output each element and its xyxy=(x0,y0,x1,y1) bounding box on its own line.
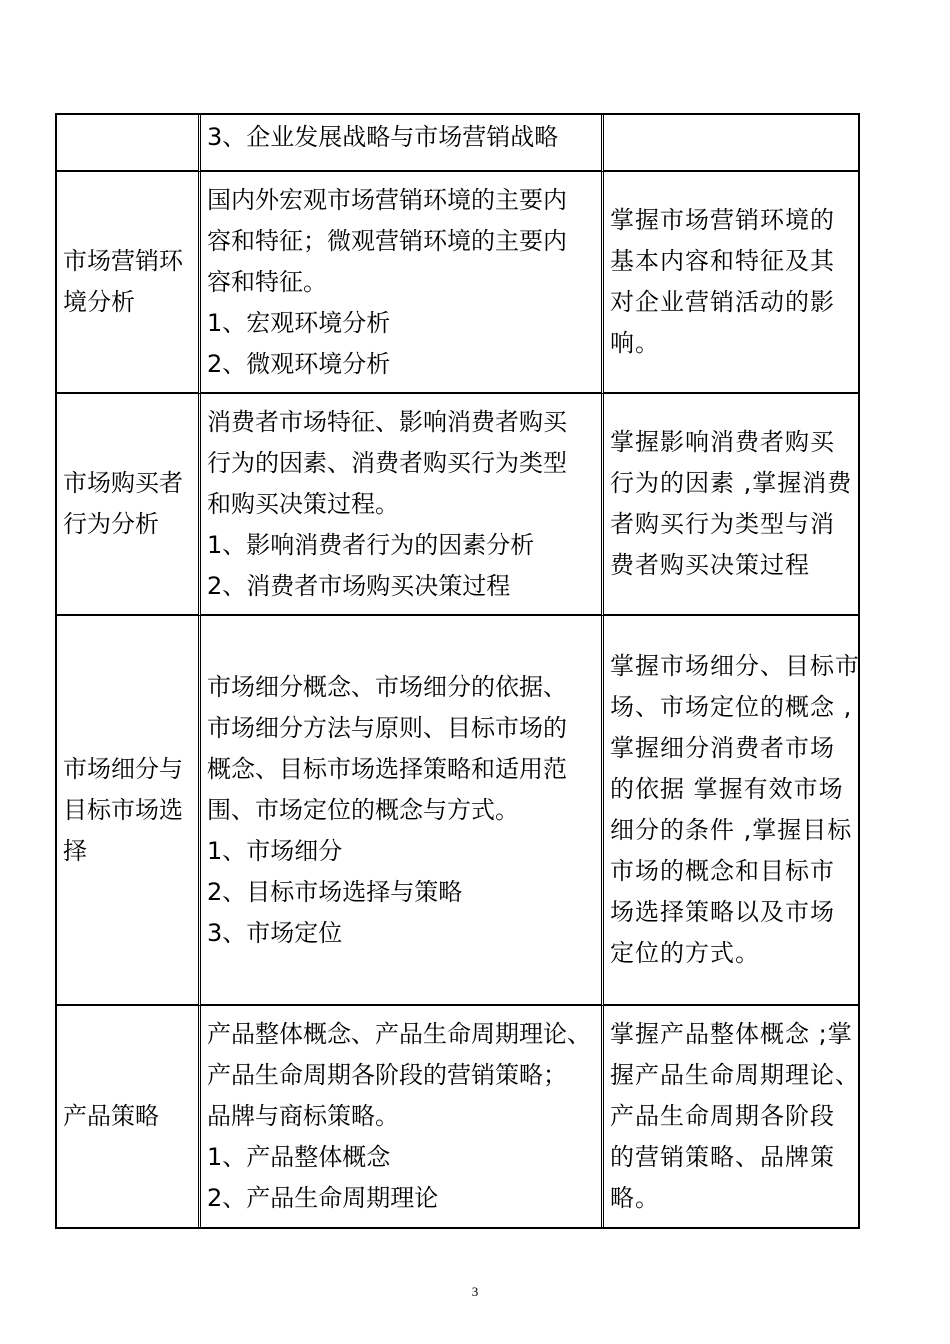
content-line: 品牌与商标策略。 xyxy=(207,1102,399,1130)
content-line: 市场细分概念、市场细分的依据、 xyxy=(207,672,567,701)
content-cell xyxy=(201,616,604,1006)
content-line: 行为的因素、消费者购买行为类型 xyxy=(207,448,567,477)
requirement-cell xyxy=(604,172,858,394)
requirement-line: 掌握产品整体概念 ;掌 xyxy=(610,1020,853,1048)
content-line: 消费者市场特征、影响消费者购买 xyxy=(207,407,567,436)
requirement-line: 基本内容和特征及其 xyxy=(610,247,835,275)
requirement-line: 者购买行为类型与消 xyxy=(610,510,835,538)
requirement-line: 掌握市场营销环境的 xyxy=(610,206,835,234)
content-line: 概念、目标市场选择策略和适用范 xyxy=(207,754,567,783)
content-line: 2、微观环境分析 xyxy=(207,349,391,378)
content-line: 3、市场定位 xyxy=(207,918,343,947)
topic-line: 境分析 xyxy=(63,288,135,316)
requirement-line: 定位的方式。 xyxy=(610,939,760,967)
content-line: 2、产品生命周期理论 xyxy=(207,1184,439,1212)
content-line: 容和特征。 xyxy=(207,267,327,296)
content-line: 1、影响消费者行为的因素分析 xyxy=(207,530,535,559)
topic-line: 目标市场选 xyxy=(63,795,183,824)
table-row xyxy=(57,1006,858,1227)
requirement-line: 掌握细分消费者市场 xyxy=(610,734,835,762)
table-row xyxy=(57,115,858,172)
content-line: 和购买决策过程。 xyxy=(207,489,399,518)
content-cell xyxy=(201,394,604,616)
content-line: 2、目标市场选择与策略 xyxy=(207,877,463,906)
content-line: 市场细分方法与原则、目标市场的 xyxy=(207,713,567,742)
requirement-line: 的依据 掌握有效市场 xyxy=(610,775,844,803)
content-line: 3、企业发展战略与市场营销战略 xyxy=(207,123,559,151)
topic-cell xyxy=(57,115,201,172)
requirement-line: 响。 xyxy=(610,329,660,357)
requirement-line: 略。 xyxy=(610,1184,660,1212)
content-line: 国内外宏观市场营销环境的主要内 xyxy=(207,185,567,214)
requirement-line: 的营销策略、品牌策 xyxy=(610,1143,835,1171)
table-row xyxy=(57,616,858,1006)
page-number: 3 xyxy=(471,1284,479,1299)
content-line: 1、宏观环境分析 xyxy=(207,308,391,337)
topic-line: 市场购买者 xyxy=(63,469,183,497)
requirement-cell xyxy=(604,1006,858,1227)
requirement-line: 握产品生命周期理论、 xyxy=(610,1061,860,1089)
requirement-line: 场选择策略以及市场 xyxy=(610,898,835,926)
requirement-line: 场、市场定位的概念 , xyxy=(610,693,853,721)
content-line: 1、市场细分 xyxy=(207,836,343,865)
topic-cell xyxy=(57,1006,201,1227)
requirement-line: 产品生命周期各阶段 xyxy=(610,1102,835,1130)
topic-line: 产品策略 xyxy=(63,1102,159,1130)
requirement-line: 掌握市场细分、目标市 xyxy=(610,652,860,680)
content-line: 容和特征；微观营销环境的主要内 xyxy=(207,226,567,255)
topic-line: 市场细分与 xyxy=(63,754,183,783)
table-row xyxy=(57,172,858,394)
content-line: 1、产品整体概念 xyxy=(207,1143,391,1171)
table-row xyxy=(57,394,858,616)
requirement-line: 行为的因素 ,掌握消费 xyxy=(610,469,853,497)
requirement-cell xyxy=(604,115,858,172)
requirement-line: 对企业营销活动的影 xyxy=(610,288,835,316)
requirement-cell xyxy=(604,616,858,1006)
requirement-line: 掌握影响消费者购买 xyxy=(610,428,835,456)
content-cell xyxy=(201,115,604,172)
requirement-cell xyxy=(604,394,858,616)
content-line: 围、市场定位的概念与方式。 xyxy=(207,795,519,824)
topic-line: 择 xyxy=(63,836,87,865)
topic-line: 市场营销环 xyxy=(63,247,183,275)
content-line: 2、消费者市场购买决策过程 xyxy=(207,571,511,600)
content-line: 产品整体概念、产品生命周期理论、 xyxy=(207,1020,591,1048)
requirement-line: 细分的条件 ,掌握目标 xyxy=(610,816,853,844)
topic-cell xyxy=(57,394,201,616)
requirement-line: 费者购买决策过程 xyxy=(610,551,810,579)
content-cell xyxy=(201,1006,604,1227)
topic-cell xyxy=(57,172,201,394)
topic-line: 行为分析 xyxy=(63,510,159,538)
syllabus-table xyxy=(55,113,860,1229)
content-line: 产品生命周期各阶段的营销策略； xyxy=(207,1061,567,1089)
content-cell xyxy=(201,172,604,394)
requirement-line: 市场的概念和目标市 xyxy=(610,857,835,885)
topic-cell xyxy=(57,616,201,1006)
